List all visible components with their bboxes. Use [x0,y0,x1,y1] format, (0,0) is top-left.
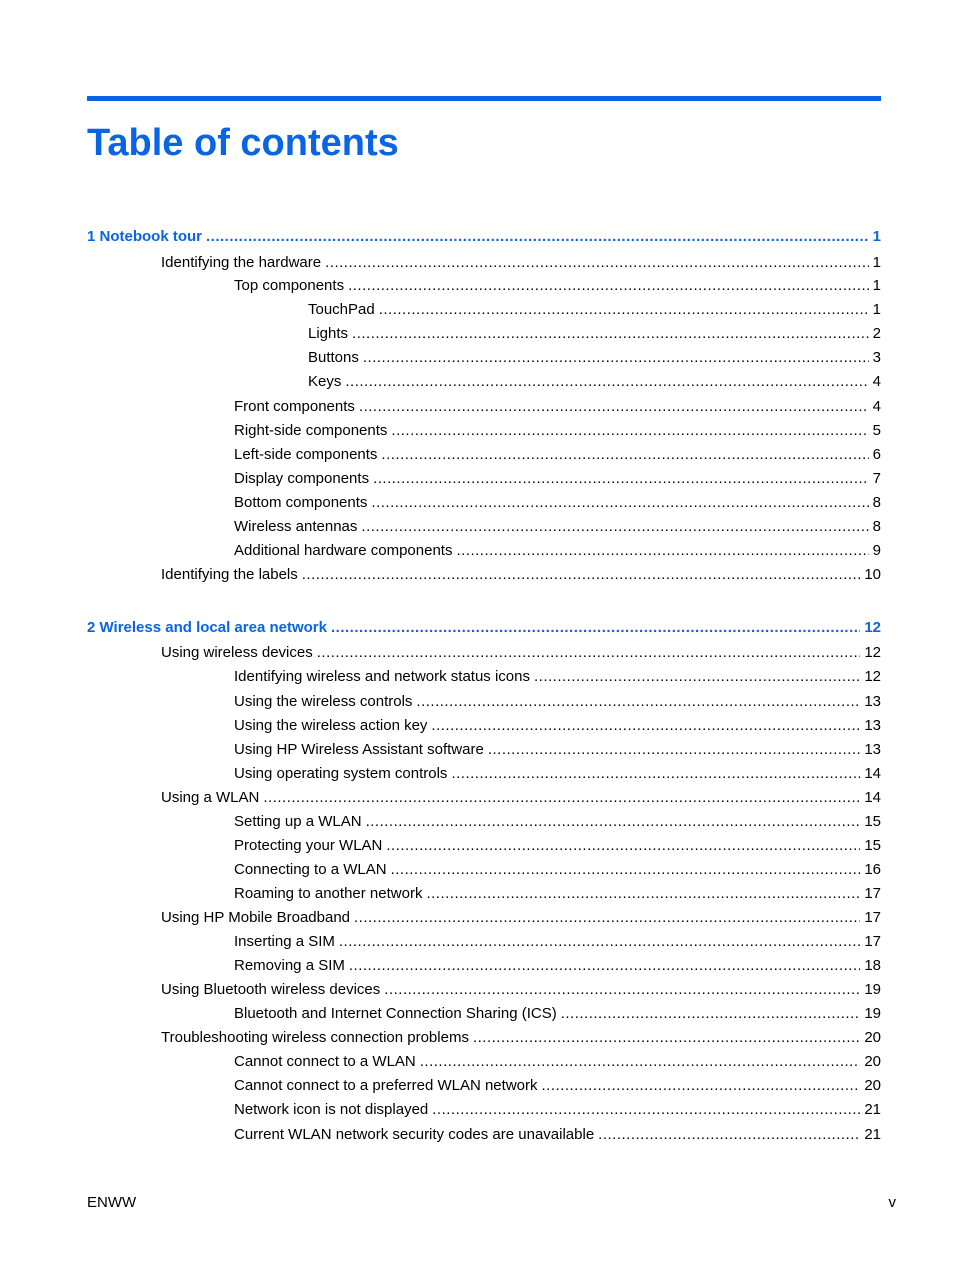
dot-leader [317,644,861,662]
toc-entry-identifying-the-labels[interactable] [161,566,881,584]
toc-entry-page: 21 [864,1101,881,1118]
dot-leader [352,325,869,343]
toc-entry-page: 7 [872,470,881,487]
toc-entry-text: Current WLAN network security codes are unavailable [234,1126,595,1143]
toc-entry-page: 13 [864,741,881,758]
toc-entry-using-a-wlan[interactable] [161,789,881,807]
toc-entry-wireless-and-local-area-network[interactable] [87,619,881,637]
toc-entry-page: 1 [872,301,881,318]
toc-entry-display-components[interactable] [234,470,881,488]
toc-entry-right-side-components[interactable] [234,422,881,440]
dot-leader [345,373,868,391]
toc-entry-text: Identifying wireless and network status icons [234,668,530,685]
toc-entry-text: Top components [234,277,345,294]
toc-entry-identifying-wireless-and-network-status-icons[interactable] [234,668,881,686]
toc-entry-setting-up-a-wlan[interactable] [234,813,881,831]
toc-entry-text: Using wireless devices [161,644,313,661]
dot-leader [366,813,861,831]
toc-entry-page: 15 [864,837,881,854]
dot-leader [348,277,869,295]
toc-entry-text: Connecting to a WLAN [234,861,387,878]
toc-entry-additional-hardware-components[interactable] [234,542,881,560]
toc-entry-using-the-wireless-controls[interactable] [234,693,881,711]
toc-entry-page: 6 [872,446,881,463]
toc-entry-text: Using a WLAN [161,789,260,806]
dot-leader [371,494,868,512]
toc-entry-cannot-connect-to-a-preferred-wlan-network[interactable] [234,1077,881,1095]
toc-entry-text: Using Bluetooth wireless devices [161,981,381,998]
toc-entry-protecting-your-wlan[interactable] [234,837,881,855]
dot-leader [386,837,860,855]
toc-entry-page: 20 [864,1029,881,1046]
toc-entry-network-icon-is-not-displayed[interactable] [234,1101,881,1119]
toc-entry-identifying-the-hardware[interactable] [161,254,881,272]
dot-leader [361,518,868,536]
toc-entry-inserting-a-sim[interactable] [234,933,881,951]
dot-leader [263,789,860,807]
dot-leader [349,957,860,975]
dot-leader [426,885,860,903]
toc-entry-text: Right-side components [234,422,388,439]
dot-leader [359,398,869,416]
toc-entry-page: 2 [872,325,881,342]
toc-entry-using-hp-wireless-assistant-software[interactable] [234,741,881,759]
toc-entry-page: 15 [864,813,881,830]
toc-entry-page: 13 [864,693,881,710]
toc-entry-page: 21 [864,1126,881,1143]
toc-entry-text: Roaming to another network [234,885,423,902]
toc-entry-page: 9 [872,542,881,559]
toc-entry-front-components[interactable] [234,398,881,416]
toc-entry-page: 12 [864,619,881,636]
toc-entry-text: Bluetooth and Internet Connection Sharing (ICS) [234,1005,557,1022]
toc-entry-text: Buttons [308,349,359,366]
toc-entry-lights[interactable] [308,325,881,343]
toc-entry-buttons[interactable] [308,349,881,367]
dot-leader [391,422,868,440]
toc-entry-current-wlan-network-security-codes-are-unavailable[interactable] [234,1126,881,1144]
dot-leader [488,741,861,759]
dot-leader [456,542,868,560]
toc-entry-text: Using operating system controls [234,765,448,782]
dot-leader [431,717,860,735]
toc-entry-wireless-antennas[interactable] [234,518,881,536]
footer-left: ENWW [87,1194,137,1211]
toc-entry-page: 8 [872,494,881,511]
toc-entry-roaming-to-another-network[interactable] [234,885,881,903]
dot-leader [561,1005,861,1023]
toc-entry-page: 14 [864,765,881,782]
page-title: Table of contents [87,122,399,164]
dot-leader [542,1077,861,1095]
dot-leader [598,1126,860,1144]
toc-entry-page: 19 [864,981,881,998]
toc-entry-text: Cannot connect to a preferred WLAN network [234,1077,538,1094]
dot-leader [420,1053,861,1071]
toc-entry-text: Identifying the labels [161,566,298,583]
toc-entry-text: Display components [234,470,370,487]
dot-leader [379,301,869,319]
toc-entry-text: Keys [308,373,342,390]
toc-entry-page: 20 [864,1077,881,1094]
toc-entry-bluetooth-and-ics[interactable] [234,1005,881,1023]
toc-entry-page: 1 [872,228,881,245]
toc-entry-bottom-components[interactable] [234,494,881,512]
dot-leader [325,254,869,272]
toc-entry-page: 3 [872,349,881,366]
dot-leader [384,981,860,999]
toc-entry-text: Left-side components [234,446,378,463]
toc-entry-text: Troubleshooting wireless connection problems [161,1029,469,1046]
dot-leader [339,933,860,951]
toc-entry-text: Identifying the hardware [161,254,322,271]
toc-entry-page: 17 [864,933,881,950]
toc-entry-page: 16 [864,861,881,878]
toc-entry-using-hp-mobile-broadband[interactable] [161,909,881,927]
dot-leader [416,693,860,711]
dot-leader [473,1029,860,1047]
toc-entry-text: Using the wireless controls [234,693,413,710]
toc-entry-text: Bottom components [234,494,368,511]
toc-entry-page: 5 [872,422,881,439]
toc-entry-text: Front components [234,398,355,415]
toc-entry-page: 4 [872,373,881,390]
toc-entry-text: 1 Notebook tour [87,228,202,245]
toc-entry-page: 8 [872,518,881,535]
toc-entry-page: 19 [864,1005,881,1022]
toc-entry-text: Setting up a WLAN [234,813,362,830]
toc-entry-text: Protecting your WLAN [234,837,383,854]
toc-entry-page: 10 [864,566,881,583]
toc-entry-left-side-components[interactable] [234,446,881,464]
toc-entry-text: Using HP Mobile Broadband [161,909,351,926]
toc-entry-text: Network icon is not displayed [234,1101,429,1118]
dot-leader [534,668,860,686]
dot-leader [432,1101,860,1119]
dot-leader [381,446,868,464]
toc-entry-keys[interactable] [308,373,881,391]
toc-entry-text: TouchPad [308,301,375,318]
toc-entry-page: 17 [864,909,881,926]
dot-leader [302,566,861,584]
toc-entry-using-bluetooth-wireless-devices[interactable] [161,981,881,999]
toc-entry-text: Using HP Wireless Assistant software [234,741,484,758]
toc-entry-using-operating-system-controls[interactable] [234,765,881,783]
toc-entry-troubleshooting-wireless-connection-problems[interactable] [161,1029,881,1047]
page-number: v [888,1194,896,1211]
dot-leader [206,228,869,246]
toc-entry-notebook-tour[interactable] [87,228,881,246]
toc-entry-connecting-to-a-wlan[interactable] [234,861,881,879]
toc-entry-text: Lights [308,325,349,342]
toc-entry-page: 14 [864,789,881,806]
toc-entry-page: 4 [872,398,881,415]
toc-entry-top-components[interactable] [234,277,881,295]
toc-entry-text: Cannot connect to a WLAN [234,1053,416,1070]
dot-leader [363,349,869,367]
toc-entry-text: 2 Wireless and local area network [87,619,327,636]
toc-entry-cannot-connect-to-a-wlan[interactable] [234,1053,881,1071]
toc-entry-text: Removing a SIM [234,957,345,974]
toc-entry-touchpad[interactable] [308,301,881,319]
toc-entry-page: 1 [872,277,881,294]
toc-entry-text: Inserting a SIM [234,933,335,950]
toc-entry-page: 1 [872,254,881,271]
dot-leader [451,765,860,783]
toc-entry-page: 13 [864,717,881,734]
dot-leader [354,909,860,927]
title-rule [87,96,881,101]
toc-entry-text: Wireless antennas [234,518,358,535]
toc-entry-page: 12 [864,668,881,685]
toc-entry-page: 18 [864,957,881,974]
toc-entry-page: 20 [864,1053,881,1070]
toc-entry-text: Additional hardware components [234,542,453,559]
toc-entry-text: Using the wireless action key [234,717,428,734]
toc-entry-page: 17 [864,885,881,902]
dot-leader [331,619,860,637]
toc-entry-using-wireless-devices[interactable] [161,644,881,662]
dot-leader [373,470,869,488]
dot-leader [391,861,861,879]
toc-entry-page: 12 [864,644,881,661]
toc-entry-using-the-wireless-action-key[interactable] [234,717,881,735]
toc-entry-removing-a-sim[interactable] [234,957,881,975]
